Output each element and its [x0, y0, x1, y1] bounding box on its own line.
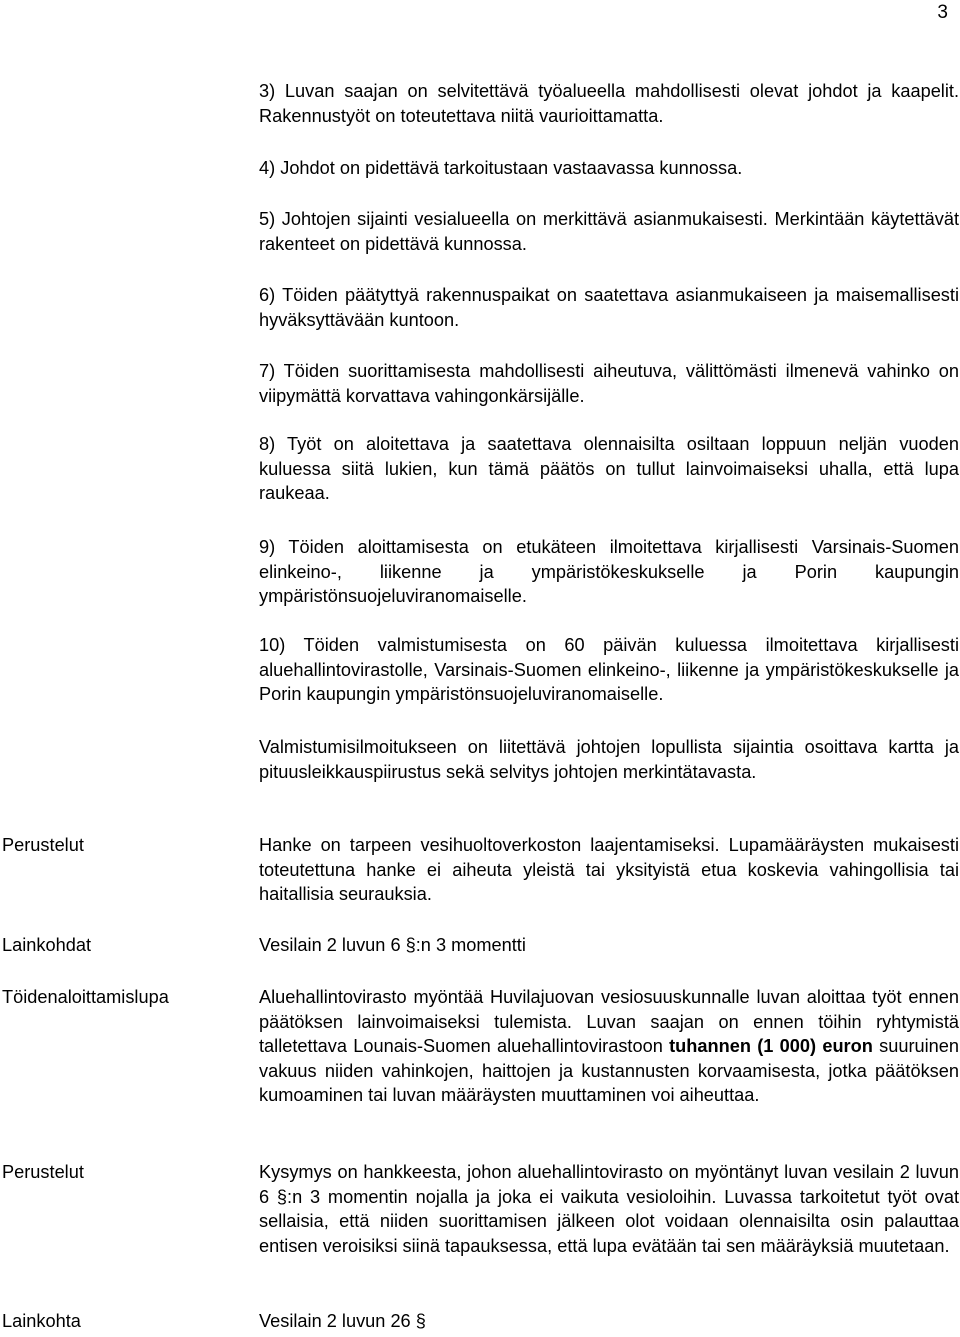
condition-3: 3) Luvan saajan on selvitettävä työalueella mahdollisesti olevat johdot ja kaapelit. Rakennustyöt on toteutettava niitä vaurioittamatta.	[259, 81, 959, 126]
condition-8: 8) Työt on aloitettava ja saatettava olennaisilta osiltaan loppuun neljän vuoden kuluessa siitä lukien, kun tämä päätös on tullut lainvoimaiseksi uhalla, että lupa raukeaa.	[259, 434, 959, 504]
deposit-amount: tuhannen (1 000) euron	[669, 1036, 873, 1057]
condition-4: 4) Johdot on pidettävä tarkoitustaan vastaavassa kunnossa.	[259, 158, 743, 178]
toidenaloittamislupa-text-start: Aluehallintovirasto myöntää Huvilajuovan vesiosuuskunnalle luvan aloittaa työt ennen päätöksen lainvoimaiseksi tulemista. Luvan saajan on ennen töihin ryhtymistä talletettava Lounais-Suomen aluehallintovirastoon	[259, 987, 959, 1057]
condition-9: 9) Töiden aloittamisesta on etukäteen ilmoitettava kirjallisesti Varsinais-Suomen elinkeino-, liikenne ja ympäristökeskukselle ja Porin kaupungin ympäristönsuojeluviranomaiselle.	[259, 537, 959, 607]
section-heading-lainkohta: Lainkohta	[2, 1311, 81, 1331]
toidenaloittamislupa-text	[259, 985, 959, 1108]
lainkohta-text: Vesilain 2 luvun 26 §	[259, 1311, 426, 1331]
lainkohdat-text: Vesilain 2 luvun 6 §:n 3 momentti	[259, 935, 526, 955]
page-number: 3	[937, 2, 948, 23]
lainkohta-row	[2, 1309, 426, 1334]
condition-6: 6) Töiden päätyttyä rakennuspaikat on saatettava asianmukaiseen ja maisemallisesti hyväksyttävään kuntoon.	[259, 285, 959, 330]
toidenaloittamislupa-text-end: suuruinen vakuus niiden vahinkojen, haittojen ja kustannusten korvaamisesta, jotka päätöksen kumoaminen tai luvan määräysten muuttaminen voi aiheuttaa.	[259, 1036, 960, 1106]
condition-10: 10) Töiden valmistumisesta on 60 päivän kuluessa ilmoitettava kirjallisesti aluehallintovirastolle, Varsinais-Suomen elinkeino-, liikenne ja ympäristökeskukselle ja Porin kaupungin ympäristönsuojeluviranomaiselle.	[259, 635, 959, 705]
perustelut-2-text: Kysymys on hankkeesta, johon aluehallintovirasto on myöntänyt luvan vesilain 2 luvun 6 §:n 3 momentin nojalla ja joka ei vaikuta vesioloihin. Luvassa tarkoitetut työt ovat sellaisia, että niiden suorittamisen jälkeen olot voidaan olennaisilta osin palauttaa entisen veroisiksi siinä tapauksessa, että lupa evätään tai sen määräyksiä muutetaan.	[259, 1162, 959, 1256]
perustelut-text: Hanke on tarpeen vesihuoltoverkoston laajentamiseksi. Lupamääräysten mukaisesti toteutettuna hanke ei aiheuta yleistä tai yksityistä etua koskevia vahingollisia tai haitallisia seurauksia.	[259, 835, 959, 905]
section-heading-perustelut: Perustelut	[2, 835, 84, 855]
completion-notice-requirement: Valmistumisilmoitukseen on liitettävä johtojen lopullista sijaintia osoittava kartta ja pituusleikkauspiirustus sekä selvitys johtojen merkintätavasta.	[259, 737, 959, 782]
section-heading-perustelut-2: Perustelut	[2, 1162, 84, 1182]
condition-7: 7) Töiden suorittamisesta mahdollisesti aiheutuva, välittömästi ilmenevä vahinko on viipymättä korvattava vahingonkärsijälle.	[259, 361, 959, 406]
section-heading-lainkohdat: Lainkohdat	[2, 935, 91, 955]
condition-5: 5) Johtojen sijainti vesialueella on merkittävä asianmukaisesti. Merkintään käytettävät rakenteet on pidettävä kunnossa.	[259, 209, 959, 254]
section-heading-toidenaloittamislupa: Töidenaloittamislupa	[2, 987, 169, 1007]
